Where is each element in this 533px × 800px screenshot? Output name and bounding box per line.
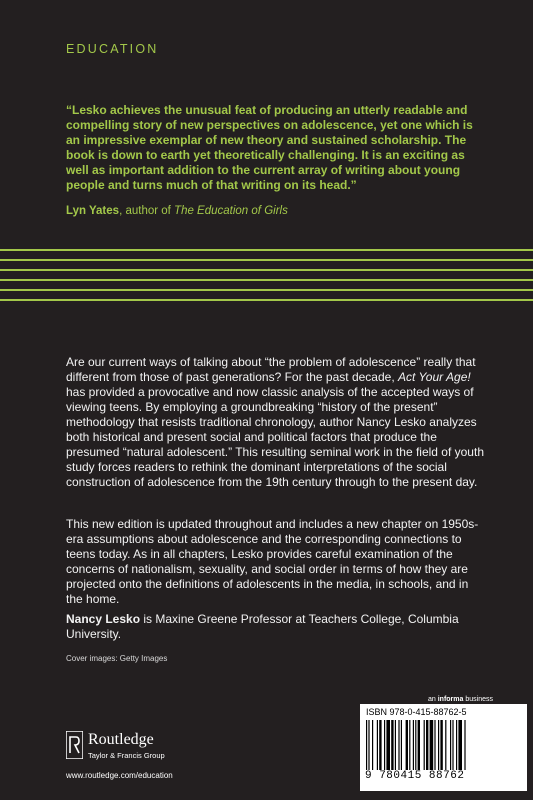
quote-author-book: The Education of Girls <box>174 205 288 217</box>
publisher-name: Routledge <box>88 731 154 748</box>
publisher-logo <box>66 731 226 766</box>
category-label: EDUCATION <box>66 42 159 56</box>
barcode-digits: 9 780415 88762 <box>365 770 465 782</box>
informa-tagline <box>428 696 493 703</box>
description-paragraph-2: This new edition is updated throughout and includes a new chapter on 1950s-era assumptions about adolescence and the corresponding connections to teens today. As in all chapters, Lesko provides careful examination of the concerns of nationalism, sexuality, and social order in terms of how they are projected onto the definitions of adolescents in the media, in schools, and in the home. <box>66 517 479 606</box>
para1-text-a: Are our current ways of talking about “the problem of adolescence” really that different from those of past generations? For the past decade, <box>66 355 476 384</box>
stripe <box>0 269 533 271</box>
barcode <box>360 704 527 791</box>
stripe <box>0 259 533 261</box>
author-bio <box>66 612 486 642</box>
author-bio-text: is Maxine Greene Professor at Teachers College, Columbia University. <box>66 612 459 641</box>
stripe <box>0 249 533 251</box>
publisher-subtitle: Taylor & Francis Group <box>88 751 165 760</box>
quote-author: Lyn Yates <box>66 205 120 217</box>
publisher-url: www.routledge.com/education <box>66 771 173 780</box>
quote-attribution <box>66 205 288 217</box>
routledge-logo-icon <box>66 731 83 759</box>
informa-brand: informa <box>437 696 464 703</box>
stripe <box>0 289 533 291</box>
cover-credit: Cover images: Getty Images <box>66 654 168 663</box>
stripe <box>0 299 533 301</box>
isbn-text: ISBN 978-0-415-88762-5 <box>366 707 467 717</box>
quote-author-role: , author of <box>119 205 175 217</box>
author-bio-name: Nancy Lesko <box>66 612 141 626</box>
informa-prefix: an <box>428 696 438 703</box>
review-quote: “Lesko achieves the unusual feat of producing an utterly readable and compelling story of new perspectives on adolescence, yet one which is an impressive exemplar of new theory and sustained scholarship. The book is down to earth yet theoretically challenging. It is an exciting as well as important addition to the current array of writing about young people and turns much of that writing on its head.” <box>66 103 473 192</box>
para1-text-b: has provided a provocative and now classic analysis of the accepted ways of viewing teens. By employing a groundbreaking “history of the present” methodology that resists traditional chronology, author Nancy Lesko analyzes both historical and present social and political factors that produce the presumed “natural adolescent.” This resulting seminal work in the field of youth study forces readers to rethink the dominant interpretations of the social construction of adolescence from the 19th century through to the present day. <box>66 385 484 489</box>
book-title-inline: Act Your Age! <box>397 370 471 384</box>
stripe <box>0 279 533 281</box>
description-paragraph-1 <box>66 355 486 490</box>
informa-suffix: business <box>463 696 493 703</box>
decorative-stripes <box>0 249 533 301</box>
